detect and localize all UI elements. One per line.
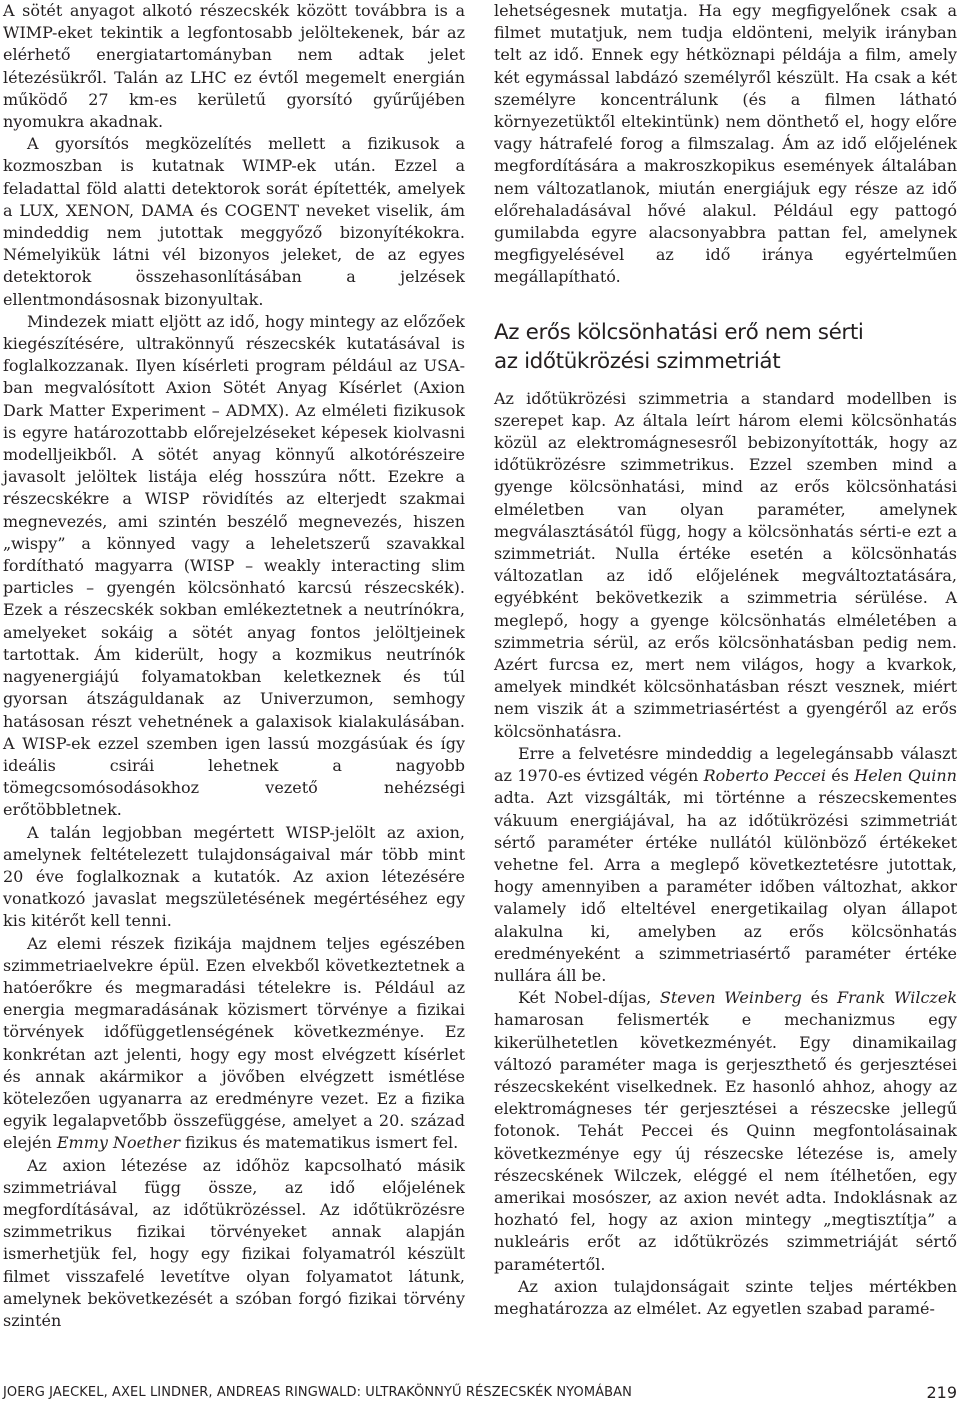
right-column: [494, 0, 957, 1320]
text-run: Az elemi részek fizikája majdnem teljes egészében szimmetriaelvekre épül. Ezen elvekből következtetnek a hatóerőkre és megmaradási tételekre is. Például az energia megmaradásának közismert törvénye a fizikai törvények időfüggetlenségének következménye. Ez konkrétan azt jelenti, hogy egy most elvégzett kísérlet és annak akármikor a jövőben elvégzett ismétlése kötelezően ugyanarra az eredményre vezet. Ez a fizika egyik legalapvetőbb összefüggése, amelyet a 20. század elején: [3, 933, 465, 1153]
text-run: Két Nobel-díjas,: [518, 988, 660, 1008]
paragraph: [3, 933, 465, 1155]
paragraph: A gyorsítós megközelítés mellett a fizikusok a kozmoszban is kutatnak WIMP-ek után. Ezzel a feladattal föld alatti detektorok sorát építették, amelyek a LUX, XENON, DAMA és COGENT neveket viselik, ám mindeddig nem jutottak meggyőző bizonyítékokra. Némelyikük látni vél bizonyos jeleket, de az egyes detektorok összehasonlításában a jelzések ellentmondásosnak bizonyultak.: [3, 134, 465, 309]
text-run: és: [826, 766, 855, 786]
paragraph: A talán legjobban megértett WISP-jelölt az axion, amelynek feltételezett tulajdonságaival már több mint 20 éve foglalkoznak a kutatók. Az axion létezésére vonatkozó javaslat megszületésének megértéséhez egy kis kitérőt kell tenni.: [3, 822, 465, 931]
page-number: 219: [926, 1383, 957, 1402]
paragraph: Az axion létezése az időhöz kapcsolható másik szimmetriával függ össze, az idő előjelének megfordításával, az időtükrözéssel. Az időtükrözésre szimmetrikus fizikai törvényeket annak alapján ismerhetjük fel, hogy egy fizikai folyamatról készült filmet visszafelé levetítve olyan folyamatot látunk, amelynek bekövetkezését a szóban forgó fizikai törvény szintén: [3, 1155, 465, 1330]
paragraph: Mindezek miatt eljött az idő, hogy mintegy az előzőek kiegészítésére, ultrakönnyű részecskék kutatásával is foglalkozzanak. Ilyen kísérleti program például az USA-ban megvalósított Axion Sötét Anyag Kísérlet (Axion Dark Matter Experiment – ADMX). Az elméleti fizikusok is egyre határozottabb előrejelzéseket képesek kiolvasni modelljeikből. A sötét anyag könnyű alkotórészeire javasolt jelöltek listája elég hosszúra nőtt. Ezekre a részecskékre a WISP rövidítés az elterjedt szakmai megnevezés, ami szintén beszélő megnevezés, hiszen „wispy” a könnyed vagy a leheletszerű szavakkal fordítható magyarra (WISP – weakly interacting slim particles – gyengén kölcsönható karcsú részecskék). Ezek a részecskék sokban emlékeztetnek a neutrínókra, amelyeket sokáig a sötét anyag fontos jelöltjeinek tartottak. Ám kiderült, hogy a kozmikus neutrínók nagyenergiájú folyamatokban keletkeznek és túl gyorsan átszáguldanak az Univerzumon, semhogy hatásosan részt vehetnének a galaxisok kialakulásában. A WISP-ek ezzel szemben igen lassú mozgásúak és így ideális csirái lehetnek a nagyobb tömegcsomósodásokhoz vezető nehézségi erőtöbbletnek.: [3, 311, 465, 820]
text-run: adta. Azt vizsgálták, mi történne a részecskementes vákuum energiájával, ha az időtükrözési szimmetriát sértő paraméter értéke nullától különböző értékeket vehetne fel. Arra a meglepő következtetésre jutottak, hogy amennyiben a paraméter időben változhat, akkor valamely idő elteltével energetikailag olyan állapot alakulna ki, amelyben az erős kölcsönhatás eredményeként a szimmetriasértő paraméter értéke nullára áll be.: [494, 788, 957, 985]
text-run: fizikus és matematikus ismert fel.: [179, 1133, 459, 1153]
heading-line: Az erős kölcsönhatási erő nem sérti: [494, 319, 864, 345]
text-run: hamarosan felismerték e mechanizmus egy kikerülhetetlen következményét. Egy dinamikailag változó paraméter maga is gerjeszthető és gerjesztései részecskeként viselkednek. Ez hasonló ahhoz, ahogy az elektromágneses tér gerjesztései a részecske jellegű fotonok. Tehát Peccei és Quinn megfontolásainak következménye egy új részecske létezése is, amely részecskének Wilczek, eléggé el nem ítélhetően, egy amerikai mosószer, az axion nevét adta. Indoklásnak az hozható fel, hogy az axion mintegy „megtisztítja” a nukleáris erőt az időtükrözés szimmetriáját sértő paramétertől.: [494, 1010, 957, 1274]
page-footer: [3, 1383, 957, 1403]
section-heading: [494, 318, 957, 376]
heading-line: az időtükrözési szimmetriát: [494, 348, 781, 374]
person-name: Frank Wilczek: [837, 988, 958, 1008]
text-run: Erre a felvetésre mindeddig a legelegánsabb választ az 1970-es évtized végén: [494, 743, 957, 786]
paragraph: lehetségesnek mutatja. Ha egy megfigyelőnek csak a filmet mutatjuk, nem tudja eldönteni, melyik irányban telt az idő. Ennek egy hétköznapi példája a film, amely két egymással labdázó személyről készült. Ha csak a két személyre koncentrálunk (és a filmen látható környezetüktől eltekintünk) nem dönthető el, hogy előre vagy hátrafelé forog a filmszalag. Ám az idő előjelének megfordítására a makroszkopikus események általában nem változatlanok, miután energiájuk egy része az idő előrehaladásával hővé alakul. Például egy pattogó gumilabda egyre alacsonyabbra pattan fel, amelynek megfigyelésével az idő iránya egyértelműen megállapítható.: [494, 1, 957, 287]
text-run: és: [801, 988, 838, 1008]
person-name: Emmy Noether: [56, 1133, 180, 1153]
person-name: Helen Quinn: [854, 766, 957, 786]
person-name: Roberto Peccei: [703, 766, 827, 786]
person-name: Steven Weinberg: [659, 988, 802, 1008]
paragraph: [494, 987, 957, 1276]
paragraph: A sötét anyagot alkotó részecskék között továbbra is a WIMP-eket tekintik a legfontosabb jelöltekenek, bár az elérhető energiatartományban nem adtak jelet létezésükről. Talán az LHC ez évtől megemelt energián működő 27 km-es kerületű gyorsító gyűrűjében nyomukra akadnak.: [3, 1, 465, 132]
paragraph: Az axion tulajdonságait szinte teljes mértékben meghatározza az elmélet. Az egyetlen szabad paramé-: [494, 1276, 957, 1318]
paragraph: Az időtükrözési szimmetria a standard modellben is szerepet kap. Az általa leírt három elemi kölcsönhatás közül az elektromágnesesről bebizonyították, hogy az időtükrözésre szimmetrikus. Ezzel szemben mind a gyenge kölcsönhatási, mind az erős kölcsönhatási elméletben van olyan paraméter, amelynek megválasztásától függ, hogy a kölcsönhatás sérti-e ezt a szimmetriát. Nulla értéke esetén a kölcsönhatás változatlan az idő előjelének megváltoztatására, egyébként bekövetkezik a szimmetria sérülése. A meglepő, hogy a gyenge kölcsönhatás elméletében a szimmetria sérül, az erős kölcsönhatásban pedig nem. Azért furcsa ez, mert nem világos, hogy a kvarkok, amelyek mindkét kölcsönhatásban részt vesznek, miért nem viszik át a szimmetriasértést a gyengéről az erős kölcsönhatásra.: [494, 388, 957, 741]
running-head: JOERG JAECKEL, AXEL LINDNER, ANDREAS RINGWALD: ULTRAKÖNNYŰ RÉSZECSKÉK NYOMÁBAN: [3, 1385, 632, 1400]
paragraph: [494, 743, 957, 987]
left-column: [3, 0, 465, 1332]
